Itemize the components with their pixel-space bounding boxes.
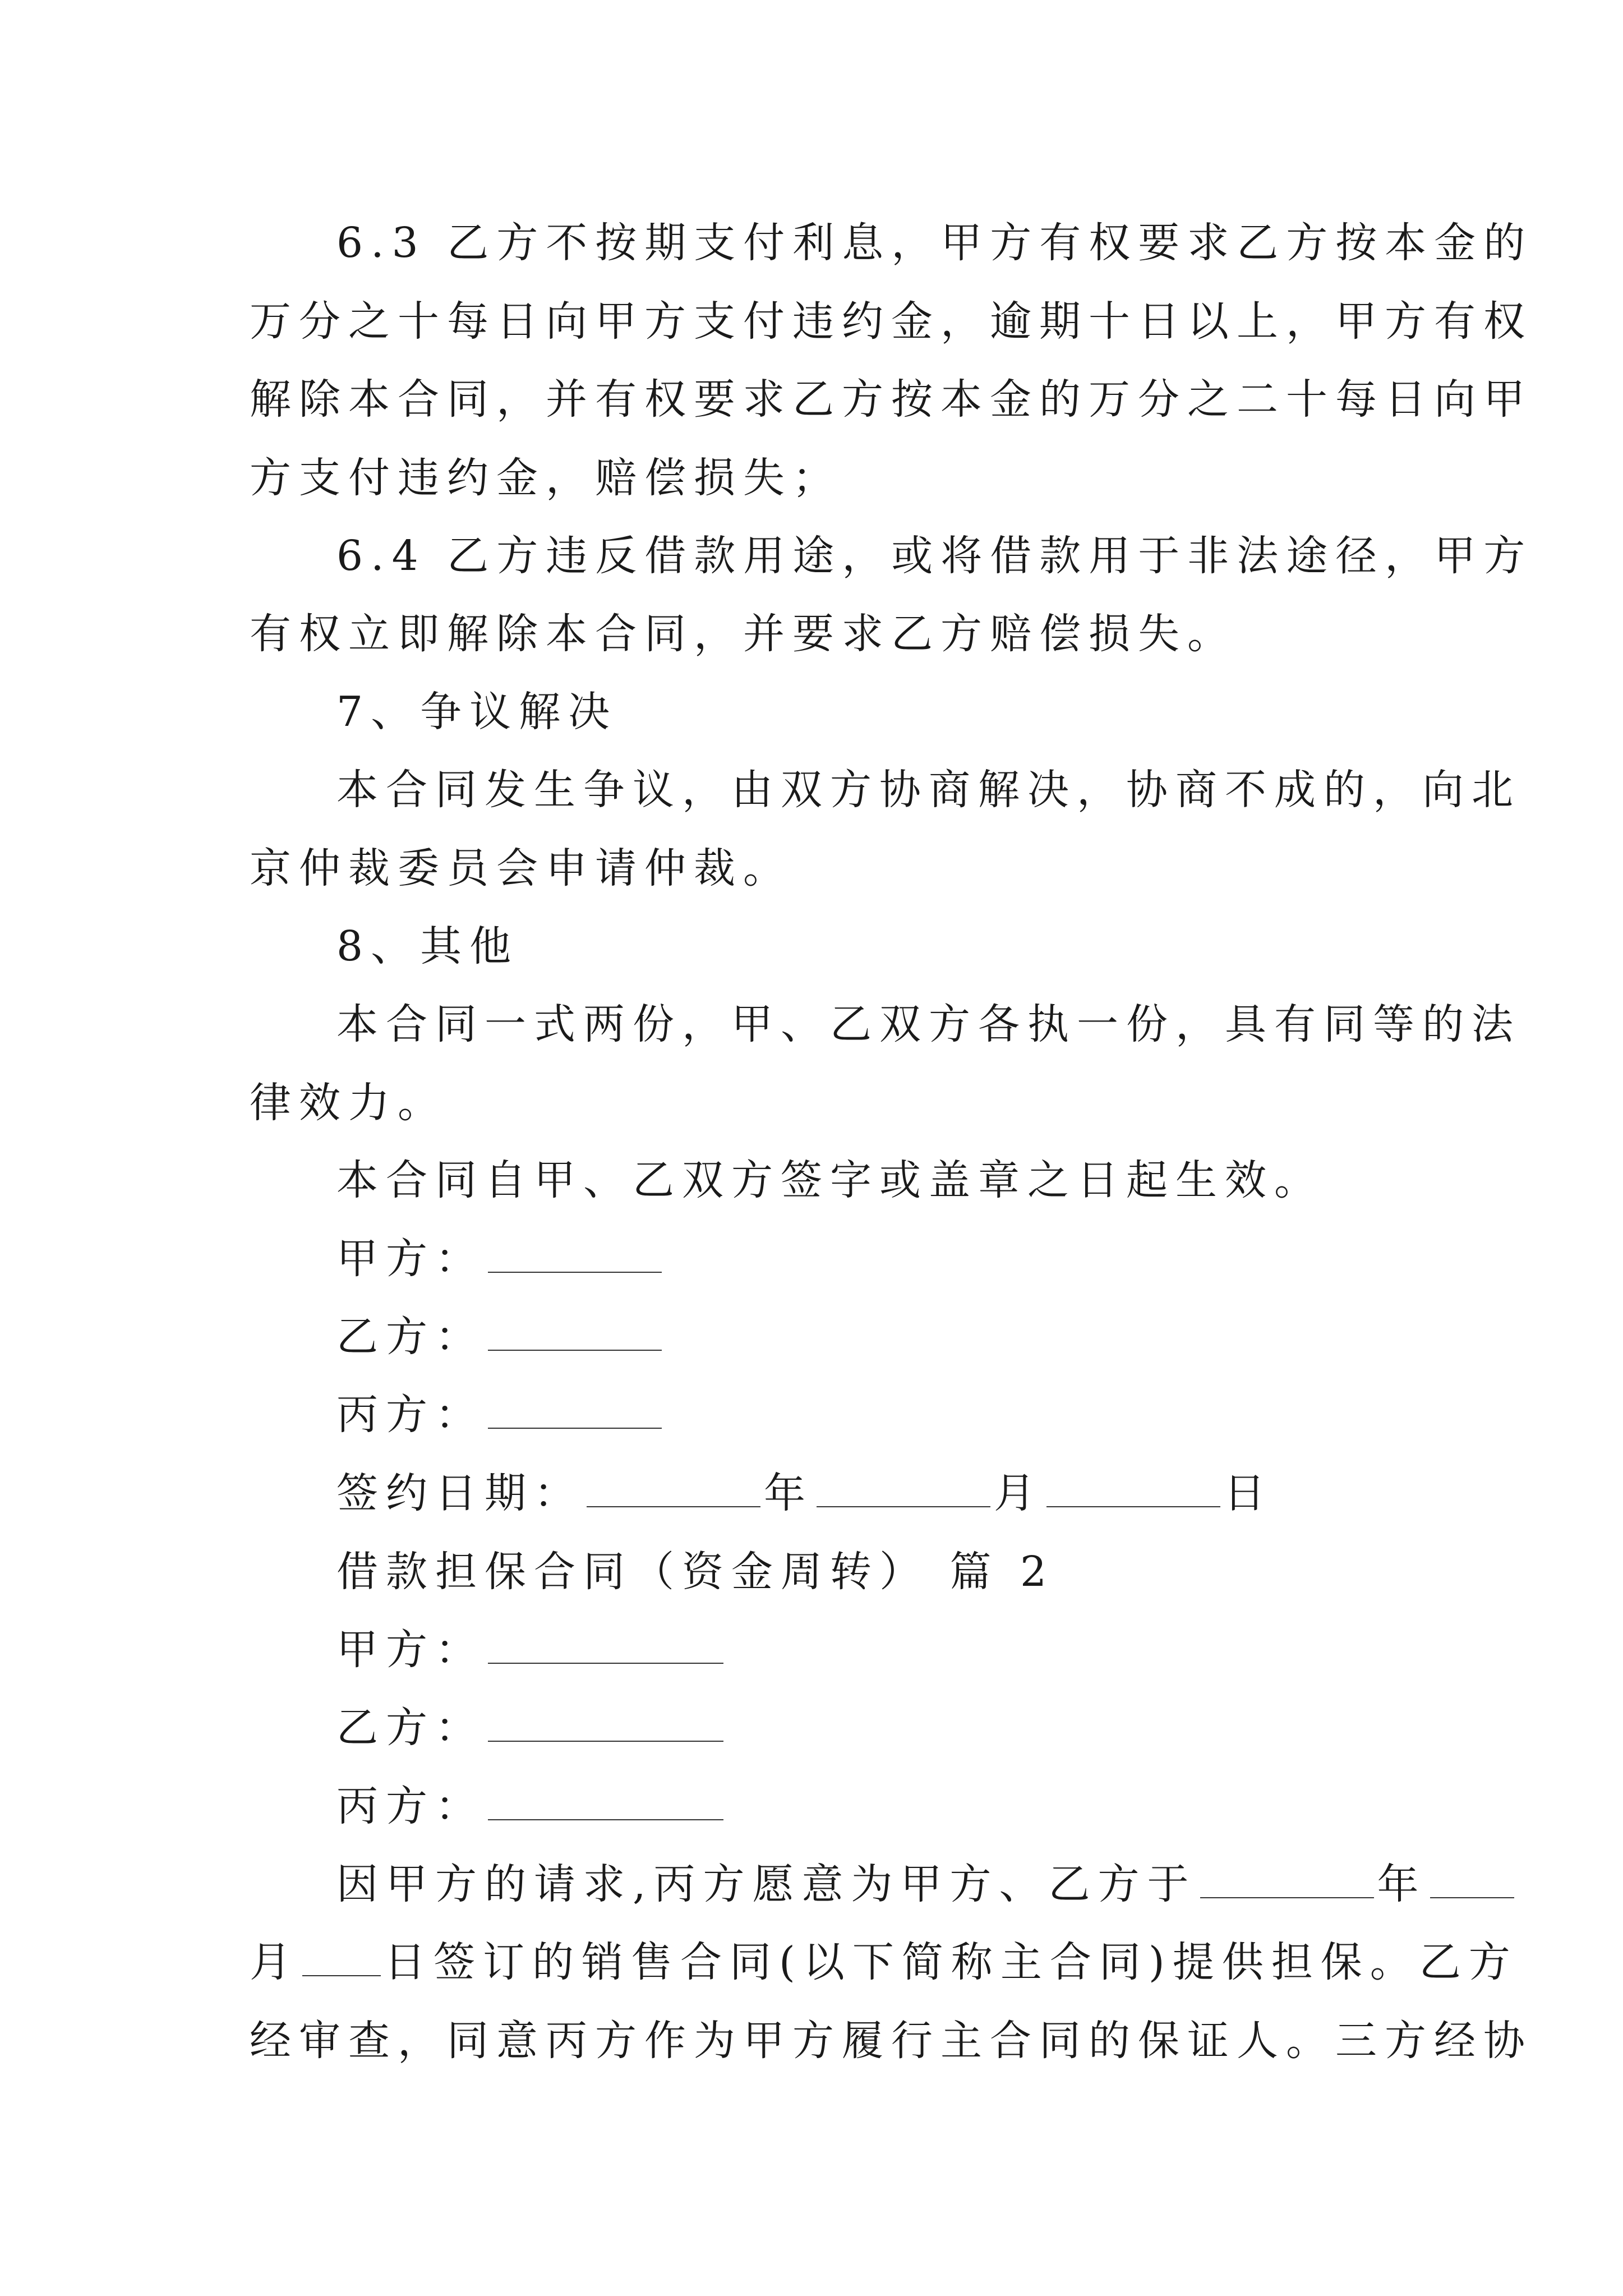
signing-date-label: 签约日期： (336, 1469, 583, 1517)
contract-2-month-label: 月 (250, 1938, 299, 1986)
contract-2-party-b-label: 乙方： (336, 1704, 485, 1752)
month-label: 月 (994, 1469, 1043, 1517)
contract-2-para-line-1 (336, 1857, 1475, 1911)
contract-2-para-line-3: 经审查，同意丙方作为甲方履行主合同的保证人。三方经协 (250, 2017, 1533, 2065)
contract-2-party-a (336, 1623, 1475, 1677)
signature-party-c-label: 丙方： (336, 1391, 485, 1439)
contract-2-party-b (336, 1701, 1475, 1755)
signing-date (336, 1466, 1475, 1520)
signature-party-a (336, 1232, 1475, 1286)
contract-2-title: 借款担保合同（资金周转） 篇 2 (336, 1548, 1055, 1596)
contract-2-year-label: 年 (1377, 1860, 1427, 1908)
clause-6-4-line-1: 6.4 乙方违反借款用途，或将借款用于非法途径，甲方 (336, 532, 1533, 580)
year-label: 年 (764, 1469, 813, 1517)
signing-day-blank[interactable] (1046, 1471, 1220, 1507)
signature-party-c-blank[interactable] (488, 1393, 662, 1429)
contract-2-para-line-2 (250, 1935, 1518, 1989)
signature-party-a-blank[interactable] (488, 1237, 662, 1273)
section-7-line-1: 本合同发生争议，由双方协商解决，协商不成的，向北 (336, 766, 1521, 814)
signature-party-a-label: 甲方： (336, 1235, 485, 1283)
contract-2-party-c-blank[interactable] (488, 1784, 723, 1820)
contract-2-day-blank[interactable] (302, 1940, 381, 1976)
contract-2-para-line-2-text: 日签订的销售合同(以下简称主合同)提供担保。乙方 (384, 1938, 1518, 1986)
section-8-line-2: 律效力。 (250, 1079, 447, 1127)
clause-6-3-line-2: 万分之十每日向甲方支付违约金，逾期十日以上，甲方有权 (250, 297, 1533, 346)
section-7-heading: 7、争议解决 (336, 688, 618, 736)
signature-party-b-blank[interactable] (488, 1315, 662, 1351)
contract-2-party-c (336, 1779, 1475, 1833)
clause-6-3-line-4: 方支付违约金，赔偿损失； (250, 454, 842, 502)
contract-2-party-a-label: 甲方： (336, 1626, 485, 1674)
clause-6-4-line-2: 有权立即解除本合同，并要求乙方赔偿损失。 (250, 610, 1237, 658)
signing-year-blank[interactable] (587, 1471, 760, 1507)
contract-2-month-blank[interactable] (1430, 1862, 1514, 1898)
section-8-heading: 8、其他 (336, 922, 519, 970)
section-8-line-1: 本合同一式两份，甲、乙双方各执一份，具有同等的法 (336, 1000, 1521, 1048)
clause-6-3-line-1: 6.3 乙方不按期支付利息，甲方有权要求乙方按本金的 (336, 219, 1533, 267)
signature-party-c (336, 1388, 1475, 1442)
contract-2-party-b-blank[interactable] (488, 1706, 723, 1742)
contract-2-party-c-label: 丙方： (336, 1782, 485, 1830)
section-7-line-2: 京仲裁委员会申请仲裁。 (250, 844, 792, 892)
contract-2-para-line-1-text: 因甲方的请求,丙方愿意为甲方、乙方于 (336, 1860, 1197, 1908)
day-label: 日 (1224, 1469, 1273, 1517)
signing-month-blank[interactable] (817, 1471, 990, 1507)
contract-2-year-blank[interactable] (1200, 1862, 1374, 1898)
clause-6-3-line-3: 解除本合同，并有权要求乙方按本金的万分之二十每日向甲 (250, 375, 1533, 424)
contract-2-party-a-blank[interactable] (488, 1628, 723, 1664)
section-8-line-3: 本合同自甲、乙双方签字或盖章之日起生效。 (336, 1156, 1324, 1204)
signature-party-b (336, 1310, 1475, 1364)
signature-party-b-label: 乙方： (336, 1313, 485, 1361)
